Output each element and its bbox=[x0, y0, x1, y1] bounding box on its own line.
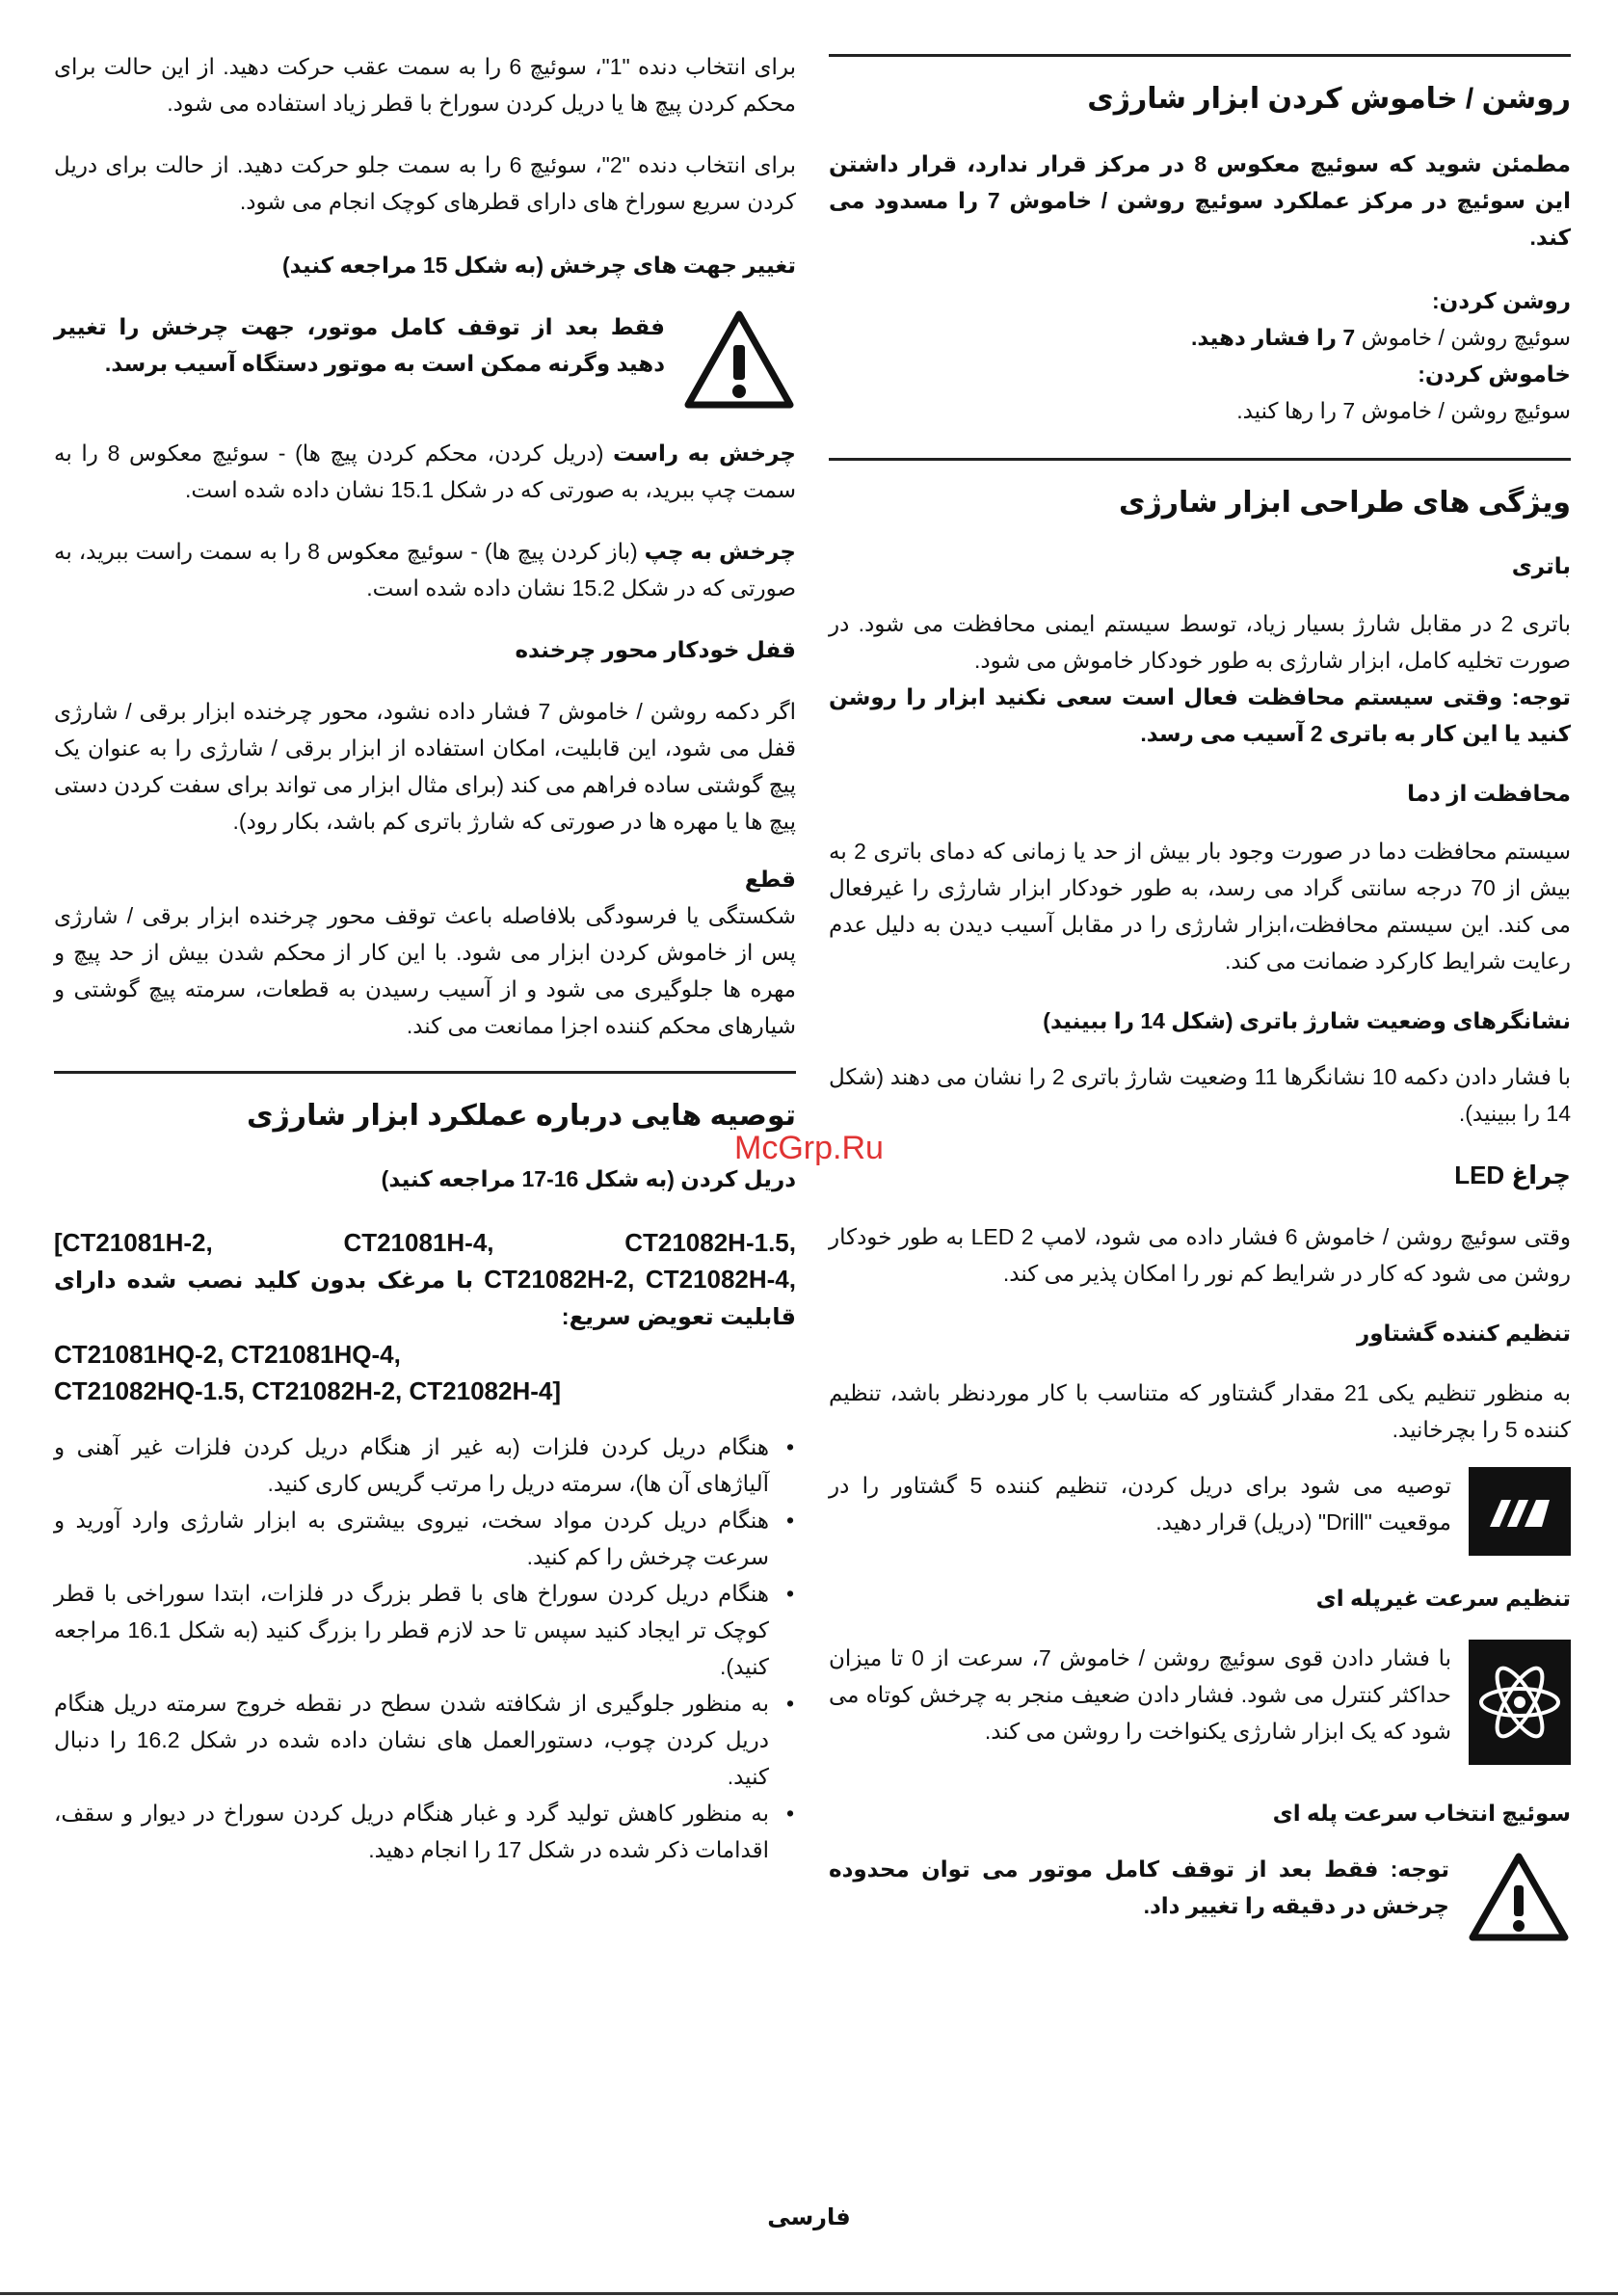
switch-off-text: سوئیچ روشن / خاموش 7 را رها کنید. bbox=[1236, 398, 1571, 423]
section-title-on-off: روشن / خاموش کردن ابزار شارژی bbox=[1087, 83, 1571, 115]
rotation-title: تغییر جهت های چرخش (به شکل 15 مراجعه کنید) bbox=[282, 253, 796, 278]
drilling-tips-list bbox=[54, 1428, 796, 1868]
spindle-lock-title: قفل خودکار محور چرخنده bbox=[515, 637, 796, 662]
indicator-title: نشانگرهای وضعیت شارژ باتری (شکل 14 را ببینید) bbox=[1043, 1008, 1571, 1033]
on-off-warning: مطمئن شوید که سوئیچ معکوس 8 در مرکز قرار ندارد، قرار داشتن این سوئیچ در مرکز عملکرد سوئیچ روشن / خاموش 7 را مسدود می کند. bbox=[829, 151, 1571, 250]
torque-text: به منظور تنظیم یکی 21 مقدار گشتاور که متناسب با کار موردنظر باشد، تنظیم کننده 5 را بچرخانید. bbox=[829, 1380, 1571, 1442]
battery-title: باتری bbox=[1511, 553, 1571, 578]
models-line-2 bbox=[54, 1261, 796, 1336]
led-text: وقتی سوئیچ روشن / خاموش 6 فشار داده می شود، لامپ LED 2 به طور خودکار روشن می شود که کار در شرایط کم نور را امکان پذیر می کند. bbox=[829, 1224, 1571, 1286]
variable-speed-icon bbox=[1469, 1640, 1571, 1770]
break-text: شکستگی یا فرسودگی بلافاصله باعث توقف محور چرخنده ابزار برقی / شارژی پس از خاموش کردن ابزار می شود. با این کار از محکم شدن بیش از حد پیچ و مهره ها جلوگیری می شود و از آسیب رسیدن به قطعات، سرمته پیچ گوشتی و شیارهای محکم کننده اجزا ممانعت می کند. bbox=[54, 903, 796, 1038]
section-divider bbox=[829, 458, 1571, 461]
stage-note: توجه: فقط بعد از توقف کامل موتور می توان محدوده چرخش در دقیقه را تغییر داد. bbox=[829, 1856, 1449, 1918]
left-column bbox=[54, 29, 796, 1868]
speed-title: تنظیم سرعت غیرپله ای bbox=[1315, 1586, 1571, 1611]
thermal-text: سیستم محافظت دما در صورت وجود بار بیش از حد یا زمانی که دمای باتری 2 به بیش از 70 درجه سانتی گراد می رسد، به طور خودکار ابزار شارژی را غیرفعال می کند. این سیستم محافظت،ابزار شارژی را در مقابل آسیب دیدن به دلیل عدم رعایت شرایط کارکرد ضمانت می کند. bbox=[829, 839, 1572, 974]
left-rotation-label: چرخش به چپ bbox=[644, 539, 797, 564]
list-item: • هنگام دریل کردن مواد سخت، نیروی بیشتری به ابزار شارژی وارد آورید و سرعت چرخش را کم کنید. bbox=[54, 1502, 769, 1575]
battery-text: باتری 2 در مقابل شارژ بسیار زیاد، توسط سیستم ایمنی محافظت می شود. در صورت تخلیه کامل، ابزار شارژی به طور خودکار خاموش می شود. bbox=[829, 611, 1571, 673]
list-item: • به منظور جلوگیری از شکافته شدن سطح در نقطه خروج سرمته دریل هنگام دریل کردن چوب، دستورالعمل های نشان داده شده در شکل 16.2 را دنبال کنید. bbox=[54, 1685, 769, 1795]
watermark: McGrp.Ru bbox=[734, 1130, 884, 1166]
drill-mode-icon bbox=[1469, 1467, 1571, 1561]
speed-text: با فشار دادن قوی سوئیچ روشن / خاموش 7، سرعت از 0 تا میزان حداکثر کنترل می شود. فشار دادن ضعیف منجر به چرخش کوتاه می شود که یک ابزار شارژی یکنواخت را روشن می کند. bbox=[829, 1645, 1451, 1744]
section-divider bbox=[829, 54, 1571, 57]
right-rotation bbox=[54, 435, 796, 508]
gear1-text: برای انتخاب دنده "1"، سوئیچ 6 را به سمت عقب حرکت دهید. از این حالت برای محکم کردن پیچ ها یا دریل کردن سوراخ با قطر زیاد استفاده می شود. bbox=[54, 54, 797, 116]
switch-on-title: روشن کردن: bbox=[1431, 288, 1571, 313]
torque-tip-block bbox=[829, 1467, 1571, 1561]
models-line-1: [CT21081H-2, CT21081H-4, CT21082H-1.5, bbox=[54, 1228, 796, 1257]
torque-title: تنظیم کننده گشتاور bbox=[1357, 1321, 1571, 1346]
right-column bbox=[829, 29, 1571, 1948]
left-rotation-text: (باز کردن پیچ ها) - سوئیچ معکوس 8 را به سمت راست ببرید، به صورتی که در شکل 15.2 نشان داده شده است. bbox=[54, 539, 796, 601]
switch-on-text-a: سوئیچ روشن / خاموش bbox=[1361, 325, 1571, 350]
models-line-3: CT21081HQ-2, CT21081HQ-4, bbox=[54, 1340, 401, 1369]
right-rotation-text: (دریل کردن، محکم کردن پیچ ها) - سوئیچ معکوس 8 را به سمت چپ ببرید، به صورتی که در شکل 15.1 نشان داده شده است. bbox=[54, 441, 796, 502]
bottom-divider bbox=[0, 2292, 1618, 2295]
indicator-text: با فشار دادن دکمه 10 نشانگرها 11 وضعیت شارژ باتری 2 را نشان می دهند (شکل 14 را ببینید). bbox=[829, 1064, 1571, 1126]
list-item: • هنگام دریل کردن فلزات (به غیر از هنگام دریل کردن فلزات غیر آهنی و آلیاژهای آن ها)، سرمته دریل را مرتب گریس کاری کنید. bbox=[54, 1428, 769, 1502]
right-rotation-label: چرخش به راست bbox=[613, 441, 797, 466]
section-divider bbox=[54, 1071, 796, 1074]
models-line-2-text: با مرغک بدون کلید نصب شده دارای قابلیت تعویض سریع: bbox=[54, 1268, 796, 1330]
models-line-2-codes: CT21082H-2, CT21082H-4, bbox=[484, 1265, 796, 1294]
section-title-design: ویژگی های طراحی ابزار شارژی bbox=[1118, 487, 1571, 519]
drilling-title: دریل کردن (به شکل 16-17 مراجعه کنید) bbox=[381, 1166, 796, 1191]
models-line-4: CT21082HQ-1.5, CT21082H-2, CT21082H-4] bbox=[54, 1376, 562, 1405]
spindle-lock-text: اگر دکمه روشن / خاموش 7 فشار داده نشود، محور چرخنده ابزار برقی / شارژی قفل می شود، این قابلیت، امکان استفاده از ابزار برقی / شارژی را به عنوان یک پیچ گوشتی ساده فراهم می کند (برای مثال ابزار می تواند برای سفت کردن دستی پیچ ها یا مهره ها در صورتی که شارژ باتری کم باشد، بکار رود). bbox=[54, 699, 796, 834]
rotation-warning-block bbox=[54, 308, 796, 415]
battery-note: توجه: وقتی سیستم محافظت فعال است سعی نکنید ابزار را روشن کنید یا این کار به باتری 2 آسیب می رسد. bbox=[829, 684, 1571, 746]
switch-on-text bbox=[829, 319, 1571, 356]
break-title: قطع bbox=[744, 867, 796, 892]
led-title: چراغ LED bbox=[1454, 1161, 1571, 1189]
torque-tip-text: توصیه می شود برای دریل کردن، تنظیم کننده 5 گشتاور را در موقعیت "Drill" (دریل) قرار دهید. bbox=[829, 1473, 1451, 1535]
page-footer-language: فارسی bbox=[767, 2204, 851, 2230]
models-block bbox=[54, 1224, 796, 1409]
switch-on-text-b: را فشار دهید. bbox=[1190, 325, 1338, 350]
speed-block bbox=[829, 1640, 1571, 1770]
list-item: • هنگام دریل کردن سوراخ های با قطر بزرگ در فلزات، ابتدا سوراخی با قطر کوچک تر ایجاد کنید سپس تا حد لازم قطر را بزرگ کنید (به شکل 16.1 مراجعه کنید). bbox=[54, 1575, 769, 1685]
gear2-text: برای انتخاب دنده "2"، سوئیچ 6 را به سمت جلو حرکت دهید. از حالت برای دریل کردن سریع سوراخ های دارای قطرهای کوچک انجام می شود. bbox=[54, 152, 796, 214]
section-title-tips: توصیه هایی درباره عملکرد ابزار شارژی bbox=[247, 1100, 796, 1132]
warning-icon bbox=[1467, 1851, 1571, 1948]
switch-on-number: 7 bbox=[1342, 325, 1356, 350]
list-item: • به منظور کاهش تولید گرد و غبار هنگام دریل کردن سوراخ در دیوار و سقف، اقدامات ذکر شده در شکل 17 را انجام دهید. bbox=[54, 1795, 769, 1868]
switch-off-title: خاموش کردن: bbox=[1418, 361, 1571, 387]
rotation-warning: فقط بعد از توقف کامل موتور، جهت چرخش را تغییر دهید وگرنه ممکن است به موتور دستگاه آسیب برسد. bbox=[54, 314, 665, 376]
stage-title: سوئیچ انتخاب سرعت پله ای bbox=[1272, 1801, 1571, 1826]
stage-block bbox=[829, 1851, 1571, 1948]
thermal-title: محافظت از دما bbox=[1407, 781, 1571, 806]
left-rotation bbox=[54, 533, 796, 606]
warning-icon bbox=[682, 308, 796, 415]
